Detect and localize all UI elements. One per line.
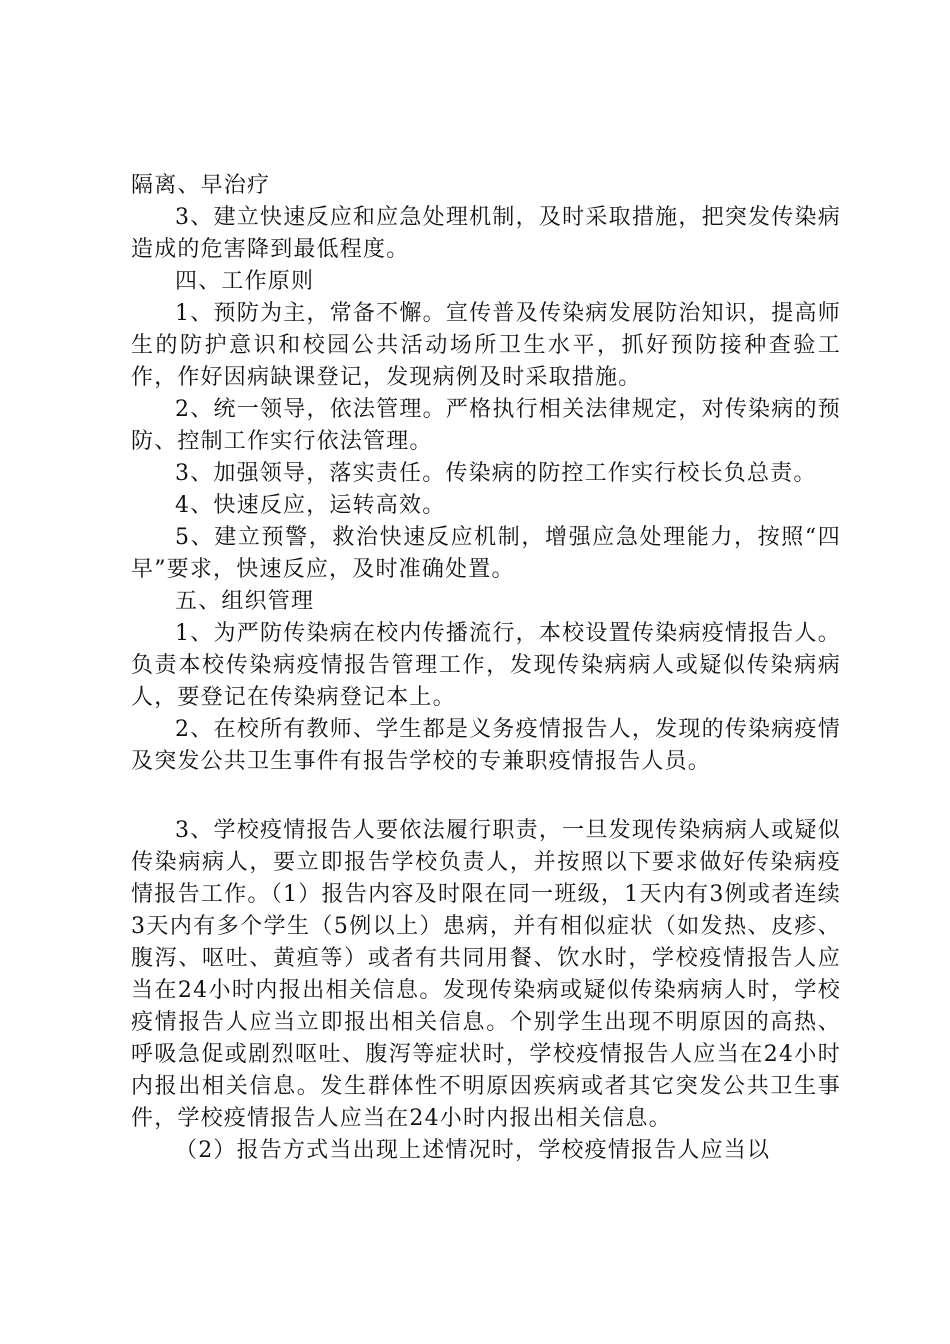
paragraph-principle-1: 1、预防为主，常备不懈。宣传普及传染病发展防治知识，提高师生的防护意识和校园公共活动场所卫生水平，抓好预防接种查验工作，作好因病缺课登记，发现病例及时采取措施。	[131, 301, 841, 390]
paragraph-principle-3: 3、加强领导，落实责任。传染病的防控工作实行校长负总责。	[175, 461, 817, 486]
paragraph-principle-4: 4、快速反应，运转高效。	[175, 493, 446, 518]
paragraph-principle-5: 5、建立预警，救治快速反应机制，增强应急处理能力，按照“四早”要求，快速反应，及时准确处置。	[131, 525, 841, 582]
paragraph-management-2: 2、在校所有教师、学生都是义务疫情报告人，发现的传染病疫情及突发公共卫生事件有报告学校的专兼职疫情报告人员。	[131, 717, 841, 774]
section-heading-work-principles: 四、工作原则	[175, 269, 315, 294]
paragraph-gap	[131, 778, 841, 815]
paragraph-management-1: 1、为严防传染病在校内传播流行，本校设置传染病疫情报告人。负责本校传染病疫情报告管理工作，发现传染病病人或疑似传染病病人，要登记在传染病登记本上。	[131, 621, 841, 710]
document-body	[131, 170, 841, 1167]
paragraph-report-method: （2）报告方式当出现上述情况时，学校疫情报告人应当以	[175, 1138, 771, 1163]
paragraph-rapid-response: 3、建立快速反应和应急处理机制，及时采取措施，把突发传染病造成的危害降到最低程度。	[131, 205, 841, 262]
paragraph-continuation: 隔离、早治疗	[131, 173, 271, 198]
section-heading-organization-management: 五、组织管理	[175, 589, 315, 614]
paragraph-principle-2: 2、统一领导，依法管理。严格执行相关法律规定，对传染病的预防、控制工作实行依法管理。	[131, 397, 841, 454]
paragraph-management-3: 3、学校疫情报告人要依法履行职责，一旦发现传染病病人或疑似传染病病人，要立即报告学校负责人，并按照以下要求做好传染病疫情报告工作。（1）报告内容及时限在同一班级，1天内有3例或者连续3天内有多个学生（5例以上）患病，并有相似症状（如发热、皮疹、腹泻、呕吐、黄疸等）或者有共同用餐、饮水时，学校疫情报告人应当在24小时内报出相关信息。发现传染病或疑似传染病病人时，学校疫情报告人应当立即报出相关信息。个别学生出现不明原因的高热、呼吸急促或剧烈呕吐、腹泻等症状时，学校疫情报告人应当在24小时内报出相关信息。发生群体性不明原因疾病或者其它突发公共卫生事件，学校疫情报告人应当在24小时内报出相关信息。	[131, 818, 841, 1131]
